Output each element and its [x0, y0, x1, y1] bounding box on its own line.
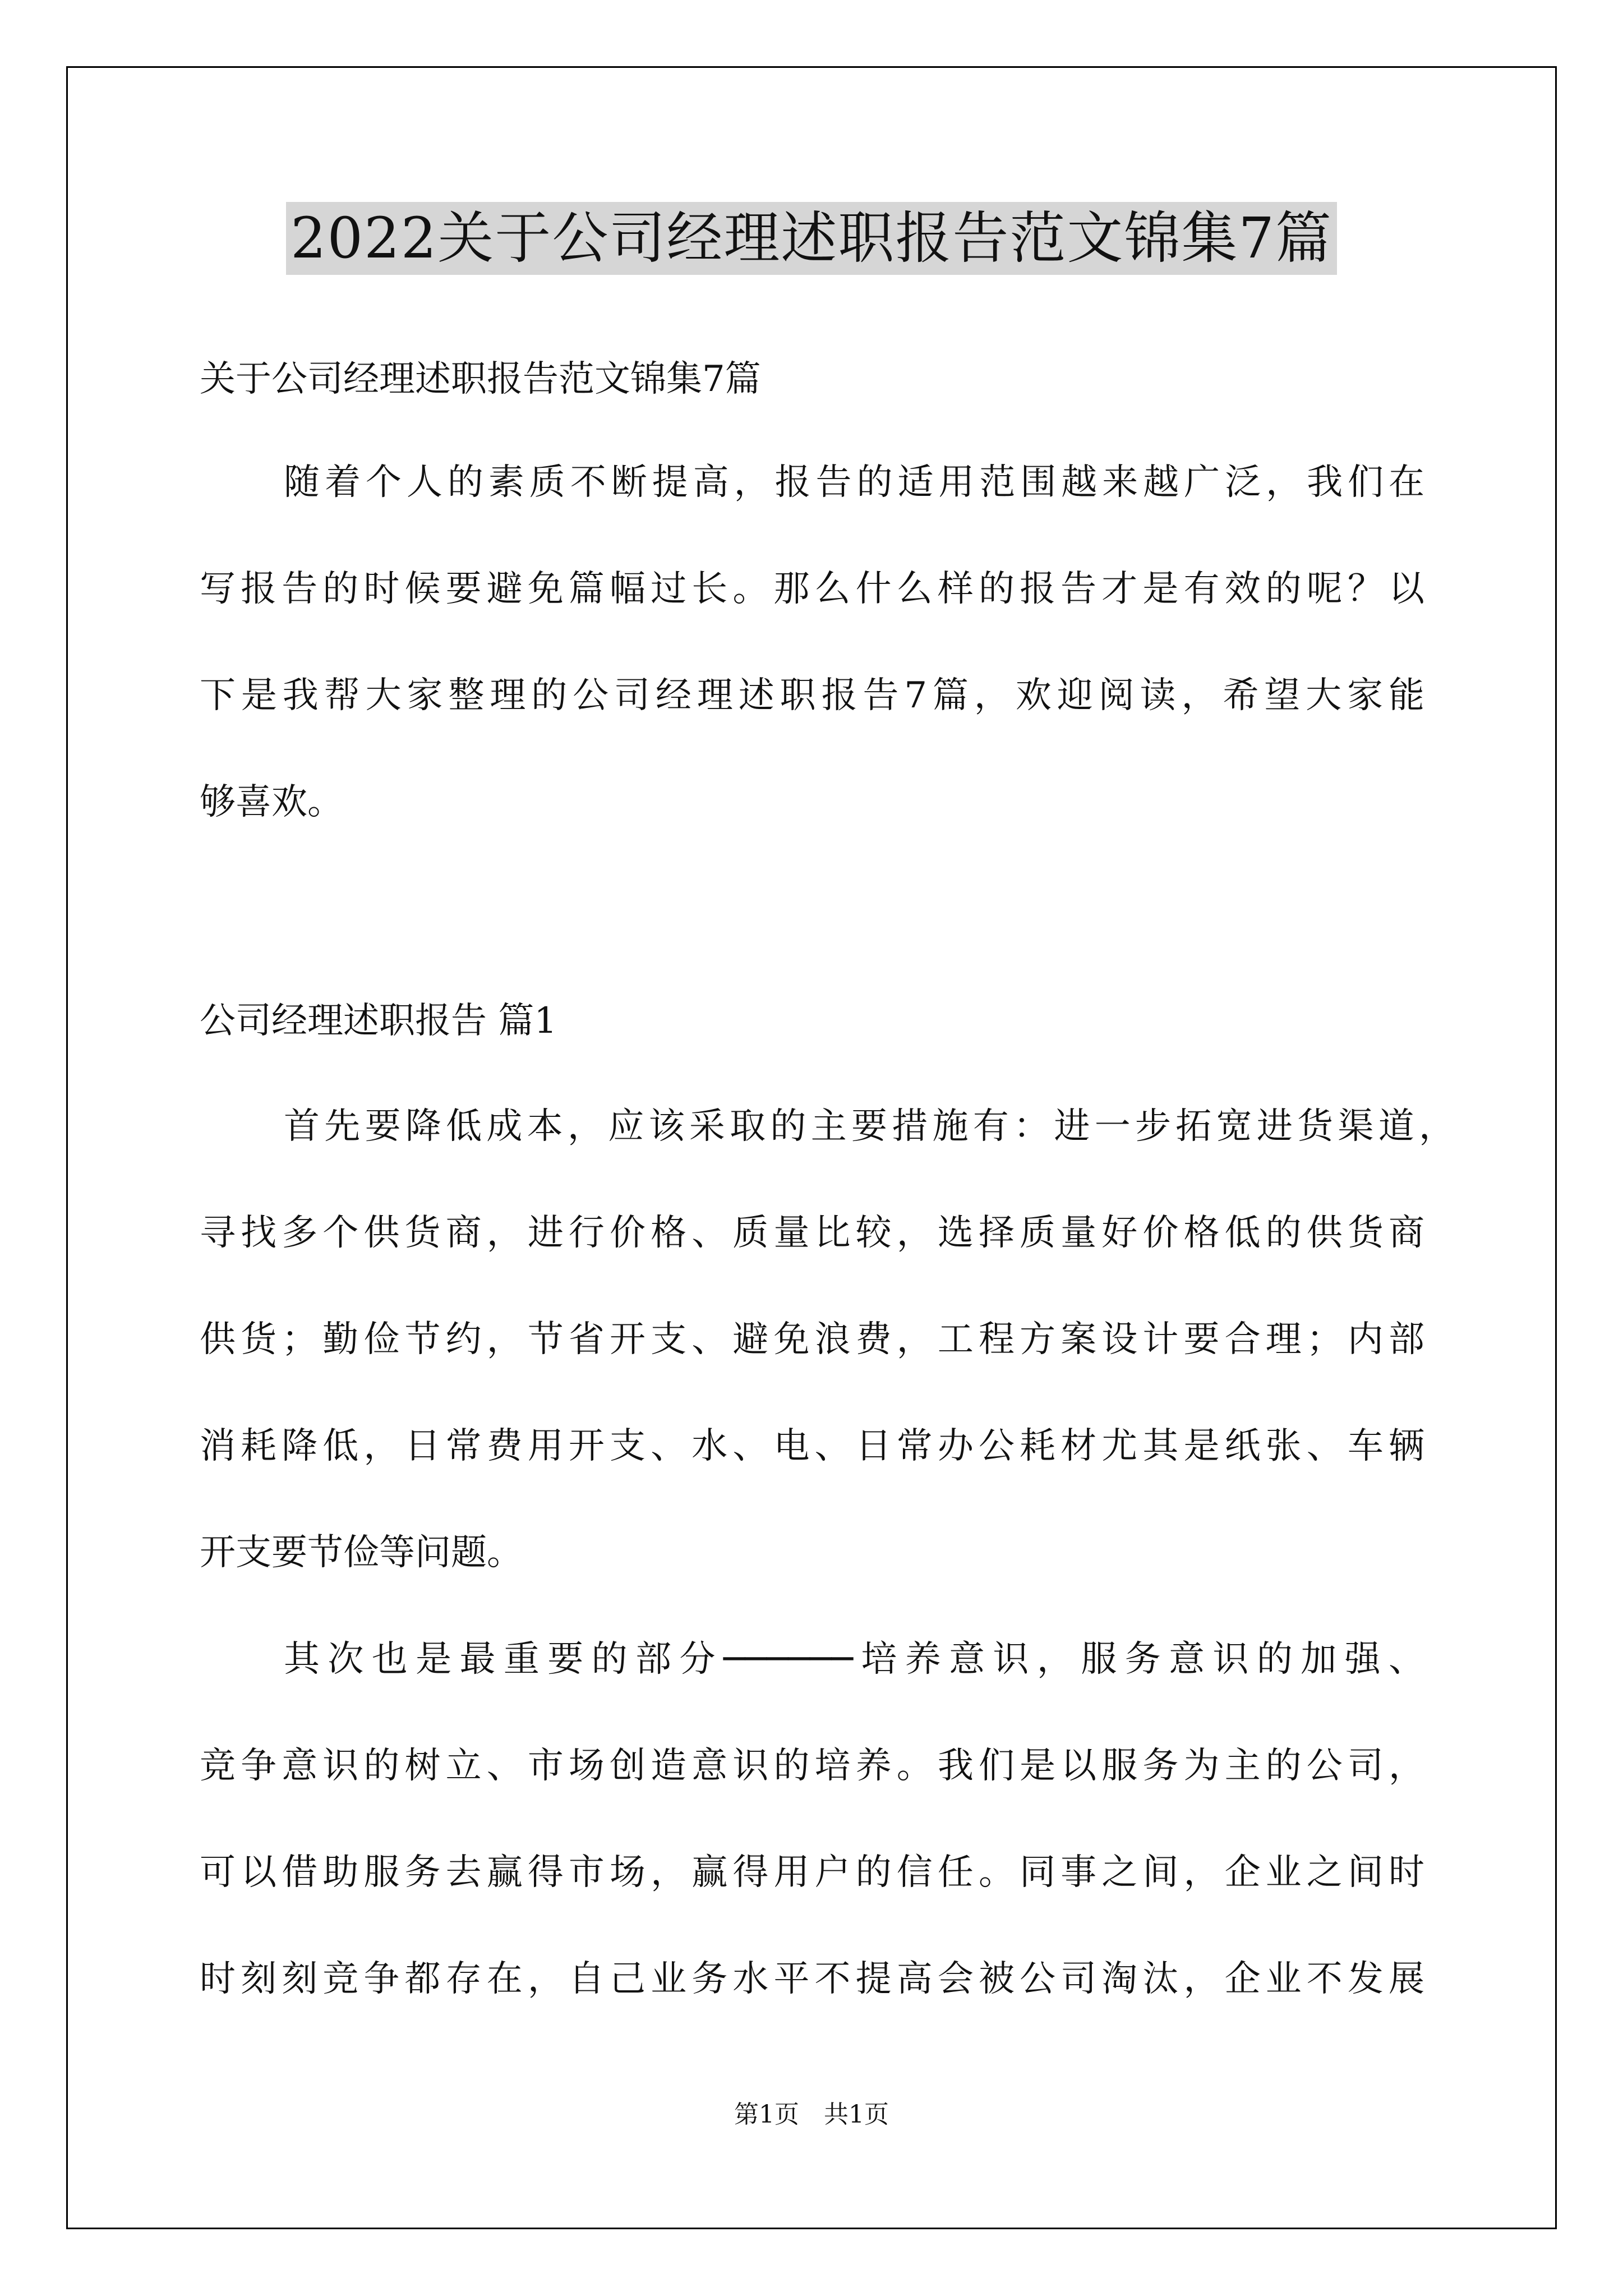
paragraph-line: 其次也是最重要的部分──────培养意识，服务意识的加强、	[284, 1639, 1424, 1680]
document-subtitle: 关于公司经理述职报告范文锦集7篇	[200, 358, 761, 400]
paragraph-line: 寻找多个供货商，进行价格、质量比较，选择质量好价格低的供货商	[200, 1212, 1424, 1254]
intro-line: 够喜欢。	[200, 781, 343, 823]
page-footer: 第1页 共1页	[734, 2100, 889, 2129]
intro-line: 写报告的时候要避免篇幅过长。那么什么样的报告才是有效的呢？以	[200, 568, 1424, 610]
paragraph-line: 消耗降低，日常费用开支、水、电、日常办公耗材尤其是纸张、车辆	[200, 1425, 1424, 1467]
section-heading: 公司经理述职报告 篇1	[200, 1000, 557, 1042]
intro-line: 随着个人的素质不断提高，报告的适用范围越来越广泛，我们在	[284, 462, 1424, 503]
paragraph-line: 供货；勤俭节约，节省开支、避免浪费，工程方案设计要合理；内部	[200, 1319, 1424, 1360]
title-container	[0, 202, 1623, 275]
intro-line: 下是我帮大家整理的公司经理述职报告7篇，欢迎阅读，希望大家能	[200, 675, 1424, 716]
paragraph-line: 竞争意识的树立、市场创造意识的培养。我们是以服务为主的公司，	[200, 1745, 1424, 1787]
document-title: 2022关于公司经理述职报告范文锦集7篇	[286, 202, 1337, 275]
paragraph-line: 开支要节俭等问题。	[200, 1532, 523, 1573]
paragraph-line: 时刻刻竞争都存在，自己业务水平不提高会被公司淘汰，企业不发展	[200, 1958, 1424, 2000]
paragraph-line: 首先要降低成本，应该采取的主要措施有：进一步拓宽进货渠道，	[284, 1106, 1455, 1147]
paragraph-line: 可以借助服务去赢得市场，赢得用户的信任。同事之间，企业之间时	[200, 1852, 1424, 1893]
